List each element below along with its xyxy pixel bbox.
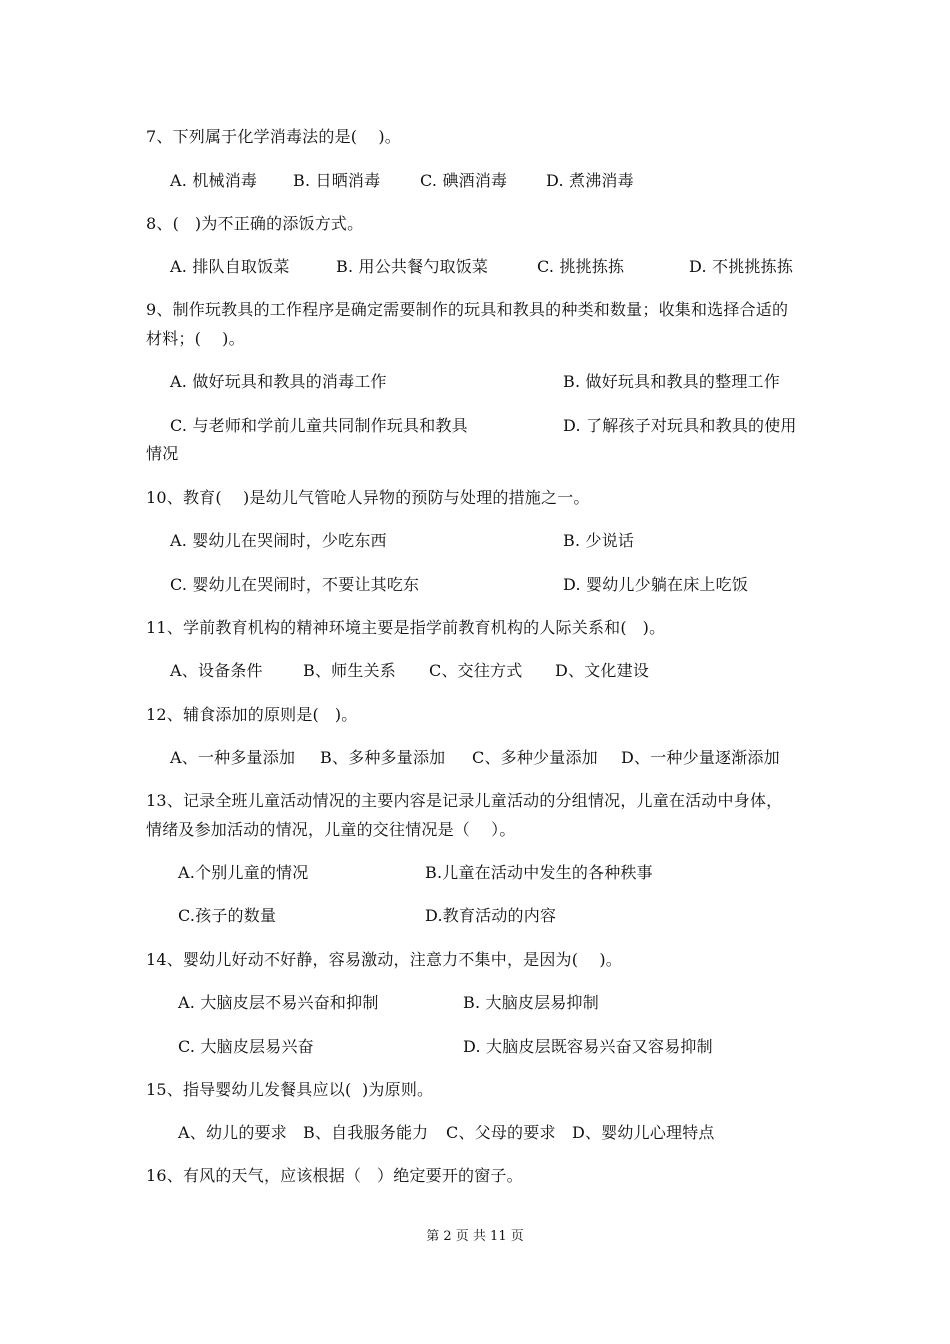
question-10-option-c: C. 婴幼儿在哭闹时，不要让其吃东 <box>170 575 420 594</box>
question-7-option-b: B. 日晒消毒 <box>293 171 381 190</box>
question-9-option-d: D. 了解孩子对玩具和教具的使用 <box>563 416 797 435</box>
question-15-option-a: A、幼儿的要求 <box>178 1123 287 1142</box>
question-15-option-d: D、婴幼儿心理特点 <box>572 1123 715 1142</box>
question-13-option-a: A.个别儿童的情况 <box>178 863 309 882</box>
question-12-option-a: A、一种多量添加 <box>170 748 296 767</box>
question-16-stem: 16、有风的天气，应该根据（ ）绝定要开的窗子。 <box>146 1166 523 1185</box>
question-12-stem: 12、辅食添加的原则是( )。 <box>146 705 358 724</box>
question-10-option-a: A. 婴幼儿在哭闹时，少吃东西 <box>170 531 387 550</box>
question-7-option-d: D. 煮沸消毒 <box>546 171 634 190</box>
question-15-option-b: B、自我服务能力 <box>303 1123 429 1142</box>
page-number-footer: 第 2 页 共 11 页 <box>426 1229 524 1244</box>
question-8-option-b: B. 用公共餐勺取饭菜 <box>336 257 489 276</box>
question-14-stem: 14、婴幼儿好动不好静，容易激动，注意力不集中，是因为( )。 <box>146 950 622 969</box>
question-7-option-a: A. 机械消毒 <box>170 171 258 190</box>
question-10-option-d: D. 婴幼儿少躺在床上吃饭 <box>563 575 749 594</box>
question-14-option-a: A. 大脑皮层不易兴奋和抑制 <box>178 993 379 1012</box>
question-15-option-c: C、父母的要求 <box>446 1123 556 1142</box>
question-13-option-b: B.儿童在活动中发生的各种秩事 <box>425 863 653 882</box>
question-12-option-c: C、多种少量添加 <box>472 748 598 767</box>
question-13-option-d: D.教育活动的内容 <box>425 906 557 925</box>
question-7-option-c: C. 碘酒消毒 <box>420 171 508 190</box>
question-11-stem: 11、学前教育机构的精神环境主要是指学前教育机构的人际关系和( )。 <box>146 618 666 637</box>
question-9-option-a: A. 做好玩具和教具的消毒工作 <box>170 372 387 391</box>
question-9-option-c: C. 与老师和学前儿童共同制作玩具和教具 <box>170 416 468 435</box>
question-12-option-d: D、一种少量逐渐添加 <box>621 748 780 767</box>
question-11-option-a: A、设备条件 <box>170 661 263 680</box>
question-8-option-a: A. 排队自取饭菜 <box>170 257 290 276</box>
question-11-option-b: B、师生关系 <box>303 661 396 680</box>
question-14-option-b: B. 大脑皮层易抑制 <box>463 993 599 1012</box>
question-13-option-c: C.孩子的数量 <box>178 906 277 925</box>
question-15-stem: 15、指导婴幼儿发餐具应以( )为原则。 <box>146 1080 434 1099</box>
question-8-option-d: D. 不挑挑拣拣 <box>689 257 794 276</box>
question-9-option-b: B. 做好玩具和教具的整理工作 <box>563 372 780 391</box>
question-13-stem-line-1: 13、记录全班儿童活动情况的主要内容是记录儿童活动的分组情况，儿童在活动中身体， <box>146 791 783 810</box>
question-8-stem: 8、( )为不正确的添饭方式。 <box>146 214 364 233</box>
question-11-option-c: C、交往方式 <box>429 661 523 680</box>
question-11-option-d: D、文化建设 <box>555 661 650 680</box>
question-7-stem: 7、下列属于化学消毒法的是( )。 <box>146 127 402 146</box>
question-9-stem-line-1: 9、制作玩教具的工作程序是确定需要制作的玩具和教具的种类和数量；收集和选择合适的 <box>146 300 789 319</box>
question-9-stem-line-2: 材料；( )。 <box>146 329 245 348</box>
question-9-option-d-continued: 情况 <box>146 444 179 463</box>
question-14-option-d: D. 大脑皮层既容易兴奋又容易抑制 <box>463 1037 713 1056</box>
question-10-option-b: B. 少说话 <box>563 531 635 550</box>
question-13-stem-line-2: 情绪及参加活动的情况，儿童的交往情况是（ ）。 <box>146 820 516 839</box>
question-8-option-c: C. 挑挑拣拣 <box>537 257 625 276</box>
question-10-stem: 10、教育( )是幼儿气管呛人异物的预防与处理的措施之一。 <box>146 488 590 507</box>
question-12-option-b: B、多种多量添加 <box>320 748 446 767</box>
question-14-option-c: C. 大脑皮层易兴奋 <box>178 1037 314 1056</box>
